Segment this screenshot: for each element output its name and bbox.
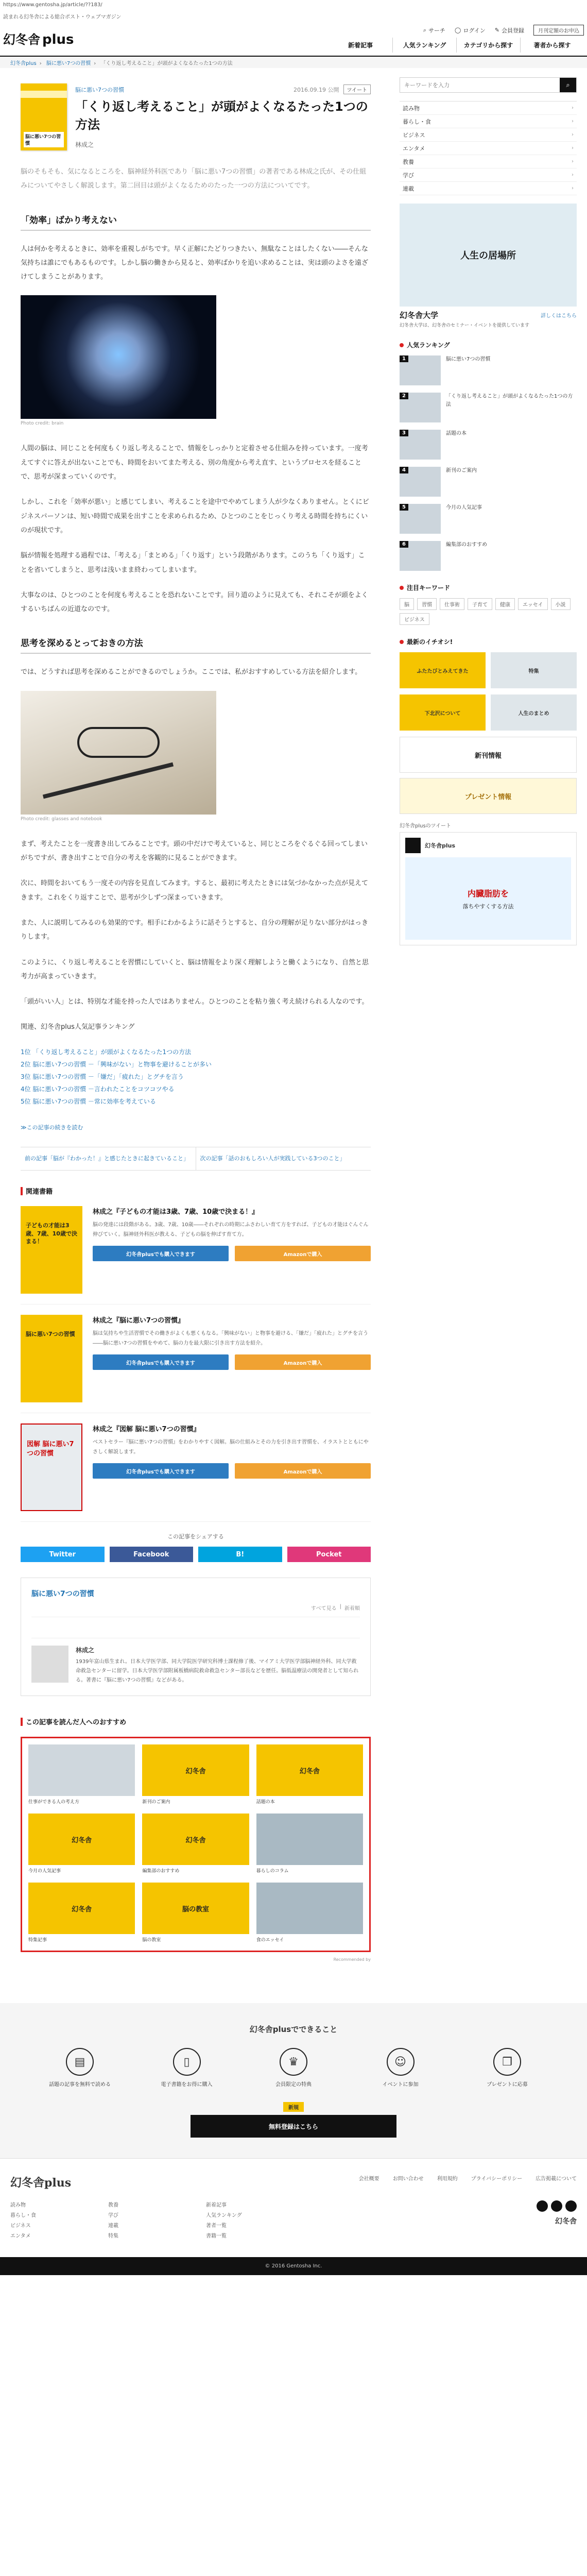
related-book-desc: 脳の発達には段階がある。3歳、7歳、10歳――それぞれの時期にふさわしい育て方をすれば、子どもの才能はぐんぐん伸びていく。脳神経外科医が教える、子どもの脳を伸ばす育て方。	[93, 1222, 369, 1238]
category-list	[400, 101, 577, 195]
tweet-button[interactable]: ツイート	[343, 84, 371, 94]
logo-text: 幻冬舎	[3, 31, 40, 47]
share-heading: この記事をシェアする	[167, 1533, 224, 1540]
footer-link[interactable]: 読み物	[10, 2202, 26, 2209]
feature-tile[interactable]: ふたたびとみえてきた	[400, 652, 486, 688]
twitter-embed[interactable]	[400, 832, 577, 945]
series-filter: すべて見る | 新着順	[310, 1604, 360, 1612]
search-link[interactable]	[423, 26, 445, 35]
related-book-title[interactable]: 林成之『子どもの才能は3歳、7歳、10歳で決まる！』	[93, 1208, 259, 1216]
ad-image-text: 人生の居場所	[460, 250, 516, 261]
service-item: ☺ イベントに参加	[362, 2048, 439, 2089]
author-name[interactable]: 林成之	[76, 1647, 95, 1654]
article-intro: 脳のそもそも、気になるところを、脳神経外科医であり「脳に悪い7つの習慣」の著者である林成之氏が、その仕組みについてやさしく解説します。第二回目は頭がよくなるためのたった一つの方法についてです。	[21, 168, 367, 190]
keyword-tag[interactable]: ビジネス	[400, 613, 429, 625]
footer-link[interactable]: 会社概要	[358, 2176, 379, 2182]
footer-link[interactable]: 暮らし・食	[10, 2213, 36, 2219]
keyword-tags	[400, 598, 577, 625]
new-badge: 新規	[283, 2102, 304, 2112]
recommend-item[interactable]: 脳の教室 脳の教室	[142, 1883, 249, 1944]
ranking-thumb: 4	[400, 467, 441, 497]
paragraph: 次に、時間をおいてもう一度その内容を見直してみます。すると、最初に考えたときには気づかなかった点が見えてきます。これをくり返すことで、思考が少しずつ深まっていきます。	[21, 879, 368, 902]
article-icon: ▤	[66, 2048, 94, 2076]
ranking-item[interactable]: 2 「くり返し考えること」が頭がよくなるたった1つの方法	[400, 393, 577, 422]
main-column	[10, 68, 381, 1993]
search-input[interactable]	[400, 78, 560, 92]
publisher-logo[interactable]: 幻冬舎	[555, 2217, 577, 2226]
related-book	[21, 1206, 371, 1304]
buy-amazon-button[interactable]: Amazonで購入	[235, 1463, 371, 1479]
share-facebook-button[interactable]: Facebook	[110, 1547, 194, 1562]
ad-title: 幻冬舎大学	[400, 311, 439, 320]
chevron-right-icon: ›	[572, 172, 574, 178]
ad-image	[400, 204, 577, 307]
ranking-thumb: 3	[400, 430, 441, 460]
pen-illustration	[43, 762, 174, 799]
service-item: ▤ 話題の記事を無料で読める	[41, 2048, 118, 2089]
service-item: ▯ 電子書籍をお得に購入	[148, 2048, 226, 2089]
book-cover[interactable]	[21, 83, 67, 150]
search-label: サーチ	[428, 27, 446, 34]
twitter-image-title: 内臓脂肪を	[467, 888, 509, 899]
powered-by: Recommended by	[333, 1957, 371, 1962]
breadcrumb-home[interactable]: 幻冬舎plus	[10, 61, 37, 66]
buy-gentosha-button[interactable]: 幻冬舎plusでも購入できます	[93, 1463, 229, 1479]
article-header	[10, 68, 381, 161]
category-item[interactable]: 教養 ›	[400, 155, 577, 168]
brain-photo	[21, 295, 216, 419]
facebook-icon[interactable]	[551, 2200, 562, 2212]
figure-caption: Photo credit: brain	[21, 421, 64, 427]
paragraph: まず、考えたことを一度書き出してみることです。頭の中だけで考えていると、同じところをぐるぐる回ってしまいがちですが、書き出すことで自分の考えを客観的に見ることができます。	[21, 840, 368, 862]
category-item[interactable]: 読み物 ›	[400, 101, 577, 115]
paragraph: このように、くり返し考えることを習慣にしていくと、脳は情報をより深く理解しようと働くようになり、自然と思考力が高まっていきます。	[21, 958, 369, 980]
ranking-link[interactable]: 3位 脳に悪い7つの習慣 －「嫌だ」「疲れた」とグチを言う	[21, 1073, 184, 1080]
service-title: 幻冬舎plusでできること	[249, 2025, 338, 2035]
keyword-tag[interactable]: エッセイ	[518, 598, 548, 610]
related-book-cover[interactable]	[21, 1423, 82, 1511]
site-logo[interactable]	[3, 29, 74, 47]
keyword-tag[interactable]: 脳	[400, 598, 414, 610]
header-utility	[423, 25, 584, 36]
footer-link[interactable]: エンタメ	[10, 2233, 31, 2240]
register-link[interactable]	[495, 26, 524, 35]
section-heading-1: 「効率」ばかり考えない	[21, 213, 371, 231]
nav-new[interactable]: 新着記事	[348, 42, 373, 49]
buy-amazon-button[interactable]: Amazonで購入	[235, 1246, 371, 1261]
ebook-icon: ▯	[173, 2048, 201, 2076]
chevron-right-icon: ›	[572, 159, 574, 164]
article-body	[10, 161, 381, 1131]
twitter-user-name: 幻冬舎plus	[425, 842, 456, 849]
footer-link[interactable]: お問い合わせ	[392, 2176, 424, 2182]
subscribe-button[interactable]: 月刊定額のお申込	[533, 25, 584, 36]
related-book-desc: ベストセラー『脳に悪い7つの習慣』をわかりやすく図解。脳の仕組みとその力を引き出す習慣を、イラストとともにやさしく解説します。	[93, 1439, 369, 1455]
breadcrumb: 幻冬舎plus › 脳に悪い7つの習慣 › 「くり返し考えること」が頭がよくなるたった1つの方法	[0, 57, 587, 68]
footer-column	[108, 2200, 185, 2242]
related-book	[21, 1315, 371, 1413]
search-icon: ⌕	[423, 26, 427, 33]
sidebar	[400, 68, 577, 1993]
cover-text: 子どもの才能は3歳、7歳、10歳で決まる！	[26, 1222, 77, 1245]
article-date: 2016.09.19 公開	[294, 86, 339, 93]
recommend-item[interactable]: 幻冬舎 話題の本	[256, 1744, 363, 1806]
recommend-item[interactable]: 幻冬舎 特集記事	[28, 1883, 135, 1944]
footer-link[interactable]: プライバシーポリシー	[471, 2176, 523, 2182]
ranking-link[interactable]: 5位 脳に悪い7つの習慣 －常に効率を考えている	[21, 1097, 156, 1105]
footer-link[interactable]: 連載	[108, 2223, 118, 2229]
article-meta	[294, 84, 371, 94]
paragraph: しかし、これを「効率が悪い」と感じてしまい、考えることを途中でやめてしまう人が少なくありません。とくにビジネスパーソンは、短い時間で成果を出すことを求められるため、ひとつのことをじっくり考える時間を持ちにくいのが現状です。	[21, 498, 369, 534]
avatar	[31, 1646, 68, 1683]
keyword-heading: 注目キーワード	[400, 583, 577, 592]
author-bio: 1939年富山県生まれ。日本大学医学部、同大学院医学研究科博士課程修了後、マイアミ大学医学部脳神経外科、同大学救命救急センターに留学。日本大学医学部附属板橋病院救命救急センター部長などを歴任。脳低温療法の開発者として知られる。著書に『脳に悪い7つの習慣』などがある。	[76, 1659, 359, 1684]
article-title: 「くり返し考えること」が頭がよくなるたった1つの方法	[75, 99, 368, 132]
present-banner[interactable]: プレゼント情報	[400, 778, 577, 814]
desk-photo	[21, 691, 216, 815]
footer-link[interactable]: 特集	[108, 2233, 118, 2240]
user-icon: ◯	[455, 27, 461, 33]
service-section	[0, 2003, 587, 2158]
url-strip: https://www.gentosha.jp/article/??183/	[3, 2, 102, 8]
paragraph: 脳が情報を処理する過程では、「考える」「まとめる」「くり返す」という段階があります。このうち「くり返す」ことを省いてしまうと、思考は浅いまま終わってしまいます。	[21, 552, 365, 574]
recommend-grid	[21, 1737, 371, 1952]
new-books-banner[interactable]: 新刊情報	[400, 737, 577, 773]
twitter-heading: 幻冬舎plusのツイート	[400, 823, 451, 829]
article-pager	[21, 1147, 371, 1171]
ranking-item[interactable]: 4 新刊のご案内	[400, 467, 577, 497]
ranking-list	[21, 1046, 371, 1108]
ad-desc: 幻冬舎大学は、幻冬舎のセミナー・イベントを提供しています	[400, 323, 530, 328]
nav-category[interactable]: カテゴリから探す	[456, 38, 520, 53]
related-book-desc: 脳は気持ちや生活習慣でその働きがよくも悪くもなる。「興味がない」と物事を避ける、「嫌だ」「疲れた」とグチを言う――脳に悪い7つの習慣をやめて、脳の力を最大限に引き出す方法を紹介。	[93, 1331, 368, 1347]
gift-icon: ❒	[493, 2048, 521, 2076]
cover-text: 脳に悪い7つの習慣	[26, 1331, 75, 1338]
breadcrumb-series[interactable]: 脳に悪い7つの習慣	[46, 61, 91, 66]
nav-ranking[interactable]: 人気ランキング	[392, 38, 456, 53]
share-pocket-button[interactable]: Pocket	[287, 1547, 371, 1562]
search-icon: ⌕	[566, 81, 570, 89]
paragraph: では、どうすれば思考を深めることができるのでしょうか。ここでは、私がおすすめしている方法を紹介します。	[21, 668, 362, 676]
paragraph: 大事なのは、ひとつのことを何度も考えることを恐れないことです。回り道のように見えても、それこそが頭をよくするいちばんの近道なのです。	[21, 591, 368, 614]
paragraph: 「頭がいい人」とは、特別な才能を持った人ではありません。ひとつのことを粘り強く考え続けられる人なのです。	[21, 998, 369, 1006]
recommend-item[interactable]: 食のエッセイ	[256, 1883, 363, 1944]
twitter-image-sub: 落ちやすくする方法	[462, 903, 514, 910]
feature-heading: 最新のイチオシ!	[400, 637, 577, 646]
article-category[interactable]: 脳に悪い7つの習慣	[75, 87, 124, 93]
site-header	[0, 21, 587, 57]
footer-link[interactable]: ビジネス	[10, 2223, 31, 2229]
logo-plus: plus	[42, 31, 74, 47]
ranking-thumb: 6	[400, 541, 441, 571]
nav-author[interactable]: 著者から探す	[520, 38, 584, 53]
ad-cta-link[interactable]: 詳しくはこちら	[541, 313, 577, 319]
ranking-thumb: 1	[400, 355, 441, 385]
ranking-link[interactable]: 1位 「くり返し考えること」が頭がよくなるたった1つの方法	[21, 1048, 192, 1056]
chevron-right-icon: ›	[572, 145, 574, 151]
recommend-item[interactable]: 暮らしのコラム	[256, 1814, 363, 1875]
stats-intro: 関連、幻冬舎plus人気記事ランキング	[21, 1023, 135, 1031]
recommend-item[interactable]: 幻冬舎 今月の人気記事	[28, 1814, 135, 1875]
keyword-tag[interactable]: 仕事術	[440, 598, 464, 610]
service-item: ❒ プレゼントに応募	[469, 2048, 546, 2089]
series-filter-all[interactable]: すべて見る	[310, 1606, 337, 1612]
buy-amazon-button[interactable]: Amazonで購入	[235, 1354, 371, 1370]
site-footer	[0, 2158, 587, 2257]
next-article-link[interactable]: 次の記事「話のおもしろい人が実践している3つのこと」	[200, 1155, 346, 1162]
feature-tile[interactable]: 下北沢について	[400, 694, 486, 731]
buy-gentosha-button[interactable]: 幻冬舎plusでも購入できます	[93, 1246, 229, 1261]
chevron-right-icon: ›	[572, 118, 574, 124]
twitter-icon[interactable]	[537, 2200, 548, 2212]
member-icon: ♛	[280, 2048, 307, 2076]
series-link[interactable]: 脳に悪い7つの習慣	[31, 1590, 94, 1599]
related-book-title[interactable]: 林成之『図解 脳に悪い7つの習慣』	[93, 1426, 200, 1434]
ranking-link[interactable]: 4位 脳に悪い7つの習慣 －言われたことをコツコツやる	[21, 1085, 175, 1093]
share-twitter-button[interactable]: Twitter	[21, 1547, 105, 1562]
pen-icon: ✎	[494, 27, 499, 33]
top-tagline: 読まれる幻冬舎による総合ポスト・ウェブマガジン	[3, 14, 122, 20]
feature-tile[interactable]: 人生のまとめ	[491, 694, 577, 731]
event-icon: ☺	[387, 2048, 415, 2076]
ranking-item[interactable]: 3 話題の本	[400, 430, 577, 460]
feature-tile[interactable]: 特集	[491, 652, 577, 688]
category-item[interactable]: 暮らし・食 ›	[400, 115, 577, 128]
footer-link[interactable]: 著者一覧	[206, 2223, 227, 2229]
series-filter-new[interactable]: 新着順	[344, 1606, 360, 1612]
ranking-item[interactable]: 1 脳に悪い7つの習慣	[400, 355, 577, 385]
figure-caption: Photo credit: glasses and notebook	[21, 816, 102, 822]
related-heading: 関連書籍	[21, 1186, 371, 1196]
login-link[interactable]	[455, 26, 486, 35]
login-label: ログイン	[463, 27, 486, 34]
category-item[interactable]: 学び ›	[400, 168, 577, 182]
category-item[interactable]: エンタメ ›	[400, 142, 577, 155]
paragraph: 人間の脳は、同じことを何度もくり返し考えることで、情報をしっかりと定着させる仕組みを持っています。一度考えてすぐに答えが出ないことでも、時間をおいてまた考える、別の角度から考え直す、というプロセスを経ることで、思考が深まっていくのです。	[21, 445, 368, 481]
figure-brain	[21, 295, 371, 426]
footer-column	[10, 2200, 88, 2242]
recommend-item[interactable]: 幻冬舎 編集部のおすすめ	[142, 1814, 249, 1875]
chevron-right-icon: ›	[572, 132, 574, 138]
related-book	[21, 1423, 371, 1522]
ranking-link[interactable]: 2位 脳に悪い7つの習慣 －「興味がない」と物事を避けることが多い	[21, 1060, 212, 1068]
ranking-item[interactable]: 6 編集部のおすすめ	[400, 541, 577, 571]
chevron-right-icon: ›	[572, 105, 574, 111]
cover-text: 図解 脳に悪い7つの習慣	[27, 1440, 74, 1458]
footer-link[interactable]: 人気ランキング	[206, 2213, 242, 2219]
footer-link[interactable]: 学び	[108, 2213, 118, 2219]
footer-link[interactable]: 広告掲載について	[536, 2176, 577, 2182]
prev-article-link[interactable]: 前の記事「脳が『わかった！』と感じたときに起きていること」	[21, 1147, 196, 1171]
keyword-tag[interactable]: 小説	[551, 598, 571, 610]
sns-links	[537, 2200, 577, 2212]
footer-nav	[359, 2174, 577, 2190]
register-button[interactable]: 無料登録はこちら	[191, 2115, 396, 2138]
section-heading-2: 思考を深めるとっておきの方法	[21, 636, 371, 654]
related-book-cover[interactable]	[21, 1206, 82, 1294]
article-author[interactable]: 林成之	[75, 141, 94, 148]
breadcrumb-current: 「くり返し考えること」が頭がよくなるたった1つの方法	[100, 61, 233, 66]
footer-link[interactable]: 利用規約	[437, 2176, 458, 2182]
related-book-title[interactable]: 林成之『脳に悪い7つの習慣』	[93, 1317, 185, 1325]
chevron-right-icon: ›	[572, 185, 574, 191]
footer-link[interactable]: 書籍一覧	[206, 2233, 227, 2240]
category-item[interactable]: 連載 ›	[400, 182, 577, 195]
footer-column	[206, 2200, 283, 2242]
continue-link[interactable]: ≫この記事の続きを読む	[21, 1124, 83, 1131]
footer-link[interactable]: 新着記事	[206, 2202, 227, 2209]
ranking-thumb: 2	[400, 393, 441, 422]
line-icon[interactable]	[565, 2200, 577, 2212]
keyword-tag[interactable]: 習慣	[417, 598, 437, 610]
buy-gentosha-button[interactable]: 幻冬舎plusでも購入できます	[93, 1354, 229, 1370]
service-item: ♛ 会員限定の特典	[255, 2048, 332, 2089]
footer-logo[interactable]: 幻冬舎plus	[10, 2176, 72, 2190]
footer-link[interactable]: 教養	[108, 2202, 118, 2209]
register-label: 会員登録	[502, 27, 524, 34]
recommend-heading: この記事を読んだ人へのおすすめ	[21, 1717, 371, 1726]
global-nav	[329, 38, 584, 53]
book-cover-label: 脳に悪い7つの習慣	[24, 132, 64, 147]
glasses-illustration	[77, 727, 160, 758]
ad-banner[interactable]	[400, 204, 577, 328]
ranking-thumb: 5	[400, 504, 441, 534]
series-box	[21, 1578, 371, 1696]
keyword-tag[interactable]: 子育て	[468, 598, 492, 610]
category-item[interactable]: ビジネス ›	[400, 128, 577, 142]
paragraph: 人は何かを考えるときに、効率を重視しがちです。早く正解にたどりつきたい、無駄なことはしたくない――そんな気持ちは誰にでもあるものです。しかし脳の働きから見ると、効率ばかりを追い求めることは、実は頭のよさを遠ざけてしまうことがあります。	[21, 245, 368, 281]
related-book-cover[interactable]	[21, 1315, 82, 1402]
figure-desk	[21, 691, 371, 822]
ranking-item[interactable]: 5 今月の人気記事	[400, 504, 577, 534]
share-buttons	[21, 1547, 371, 1562]
keyword-tag[interactable]: 健康	[495, 598, 515, 610]
ranking-heading: 人気ランキング	[400, 341, 577, 349]
share-hatena-button[interactable]: B!	[198, 1547, 282, 1562]
search-button[interactable]	[560, 78, 576, 92]
sidebar-search	[400, 77, 577, 93]
recommend-item[interactable]: 仕事ができる人の考え方	[28, 1744, 135, 1806]
paragraph: また、人に説明してみるのも効果的です。相手にわかるように話そうとすると、自分の理解が足りない部分がはっきりします。	[21, 919, 368, 941]
copyright: © 2016 Gentosha Inc.	[0, 2257, 587, 2275]
twitter-image	[405, 857, 571, 940]
avatar	[405, 838, 421, 853]
author-card	[31, 1638, 360, 1685]
recommend-item[interactable]: 幻冬舎 新刊のご案内	[142, 1744, 249, 1806]
